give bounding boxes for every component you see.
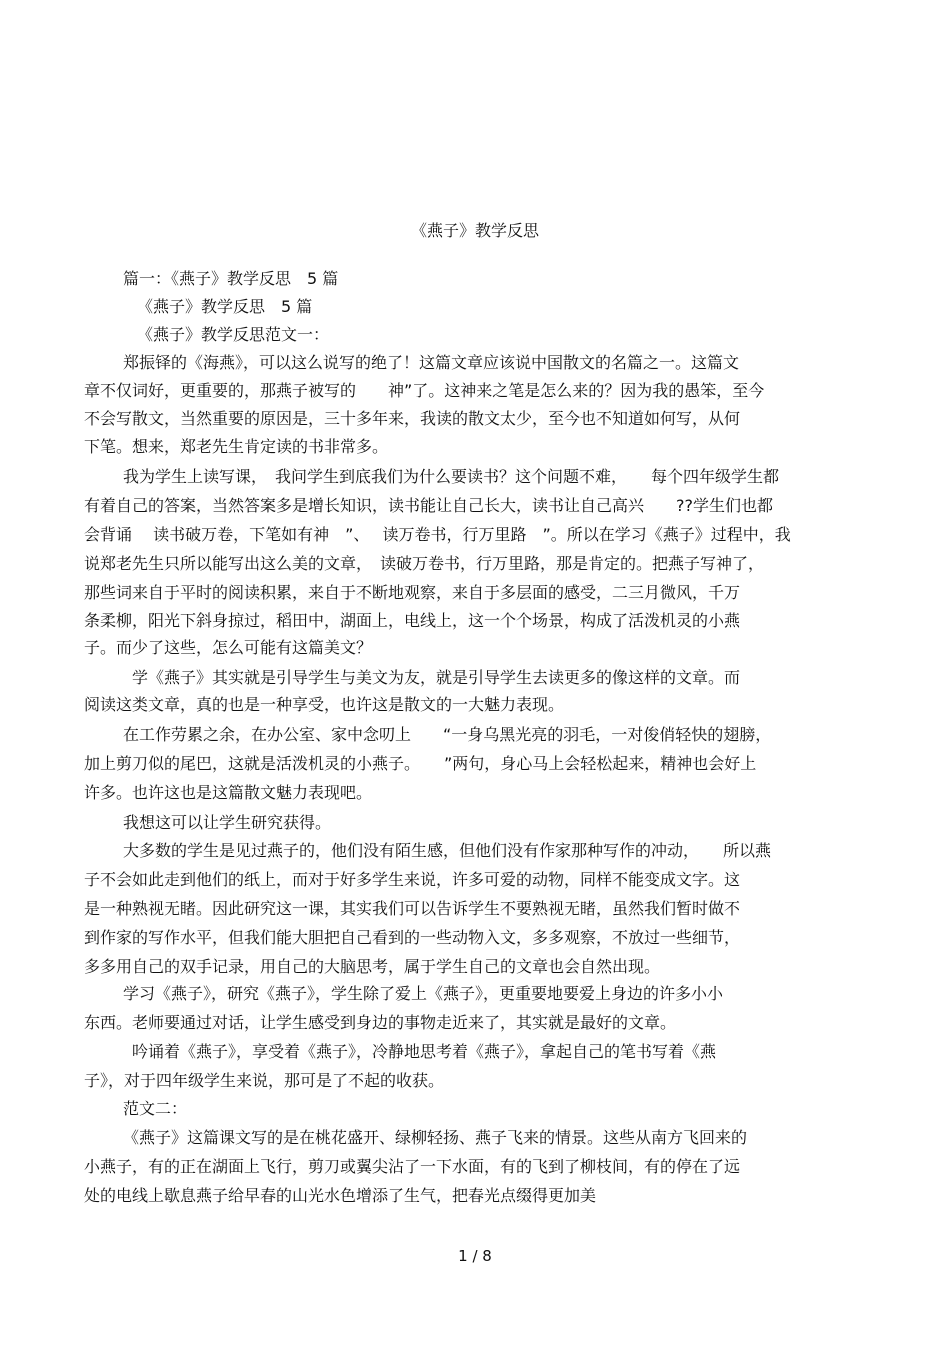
text-line: 《燕子》这篇课文写的是在桃花盛开、绿柳轻扬、燕子飞来的情景。这些从南方飞回来的 <box>123 1128 748 1147</box>
text-line: 在工作劳累之余，在办公室、家中念叨上 “一身乌黑光亮的羽毛，一对俊俏轻快的翅膀， <box>123 725 772 744</box>
text-line: 条柔柳，阳光下斜身掠过，稻田中，湖面上，电线上，这一个个场景，构成了活泼机灵的小燕 <box>84 611 741 630</box>
text-line: 是一种熟视无睹。因此研究这一课，其实我们可以告诉学生不要熟视无睹，虽然我们暂时做不 <box>84 899 741 918</box>
text-line: 篇一：《燕子》教学反思 5 篇 <box>123 269 339 288</box>
text-line: 《燕子》教学反思范文一： <box>137 325 330 344</box>
text-line: 我想这可以让学生研究获得。 <box>123 813 332 832</box>
text-line: 许多。也许这也是这篇散文魅力表现吧。 <box>84 783 373 802</box>
text-line: 会背诵 读书破万卷，下笔如有神 ”、 读万卷书，行万里路 ”。所以在学习《燕子》过程中，我 <box>84 525 791 544</box>
text-line: 吟诵着《燕子》，享受着《燕子》，冷静地思考着《燕子》，拿起自己的笔书写着《燕 <box>132 1042 717 1061</box>
text-line: 章不仅词好，更重要的，那燕子被写的 神”了。这神来之笔是怎么来的？因为我的愚笨，至今 <box>84 381 765 400</box>
text-line: 大多数的学生是见过燕子的，他们没有陌生感，但他们没有作家那种写作的冲动， 所以燕 <box>123 841 772 860</box>
text-line: 学《燕子》其实就是引导学生与美文为友，就是引导学生去读更多的像这样的文章。而 <box>132 668 741 687</box>
text-line: 东西。老师要通过对话，让学生感受到身边的事物走近来了，其实就是最好的文章。 <box>84 1013 677 1032</box>
text-line: 我为学生上读写课， 我问学生到底我们为什么要读书？这个问题不难， 每个四年级学生都 <box>123 467 780 486</box>
text-line: 说郑老先生只所以能写出这么美的文章， 读破万卷书，行万里路，那是肯定的。把燕子写神了， <box>84 554 765 573</box>
text-line: 多多用自己的双手记录，用自己的大脑思考，属于学生自己的文章也会自然出现。 <box>84 957 661 976</box>
text-line: 小燕子，有的正在湖面上飞行，剪刀或翼尖沾了一下水面，有的飞到了柳枝间，有的停在了远 <box>84 1157 741 1176</box>
text-line: 郑振铎的《海燕》，可以这么说写的绝了！这篇文章应该说中国散文的名篇之一。这篇文 <box>123 353 740 372</box>
text-line: 子。而少了这些，怎么可能有这篇美文？ <box>84 638 373 657</box>
text-line: 学习《燕子》，研究《燕子》，学生除了爱上《燕子》，更重要地要爱上身边的许多小小 <box>123 984 724 1003</box>
text-line: 阅读这类文章，真的也是一种享受，也许这是散文的一大魅力表现。 <box>84 695 565 714</box>
text-line: 范文二： <box>123 1099 188 1118</box>
text-line: 下笔。想来，郑老先生肯定读的书非常多。 <box>84 437 389 456</box>
document-title: 《燕子》教学反思 <box>410 221 539 240</box>
text-line: 《燕子》教学反思 5 篇 <box>137 297 313 316</box>
page-number: 1 / 8 <box>458 1247 492 1265</box>
text-line: 处的电线上歇息燕子给早春的山光水色增添了生气，把春光点缀得更加美 <box>84 1186 597 1205</box>
text-line: 那些词来自于平时的阅读积累，来自于不断地观察，来自于多层面的感受，二三月微风，千万 <box>84 583 741 602</box>
text-line: 不会写散文，当然重要的原因是，三十多年来，我读的散文太少，至今也不知道如何写，从何 <box>84 409 741 428</box>
text-line: 加上剪刀似的尾巴，这就是活泼机灵的小燕子。 ”两句，身心马上会轻松起来，精神也会好上 <box>84 754 757 773</box>
text-line: 子不会如此走到他们的纸上，而对于好多学生来说，许多可爱的动物，同样不能变成文字。这 <box>84 870 741 889</box>
text-line: 子》，对于四年级学生来说，那可是了不起的收获。 <box>84 1071 445 1090</box>
text-line: 到作家的写作水平，但我们能大胆把自己看到的一些动物入文，多多观察，不放过一些细节， <box>84 928 741 947</box>
text-line: 有着自己的答案，当然答案多是增长知识，读书能让自己长大，读书让自己高兴 ??学生们也都 <box>84 496 773 515</box>
